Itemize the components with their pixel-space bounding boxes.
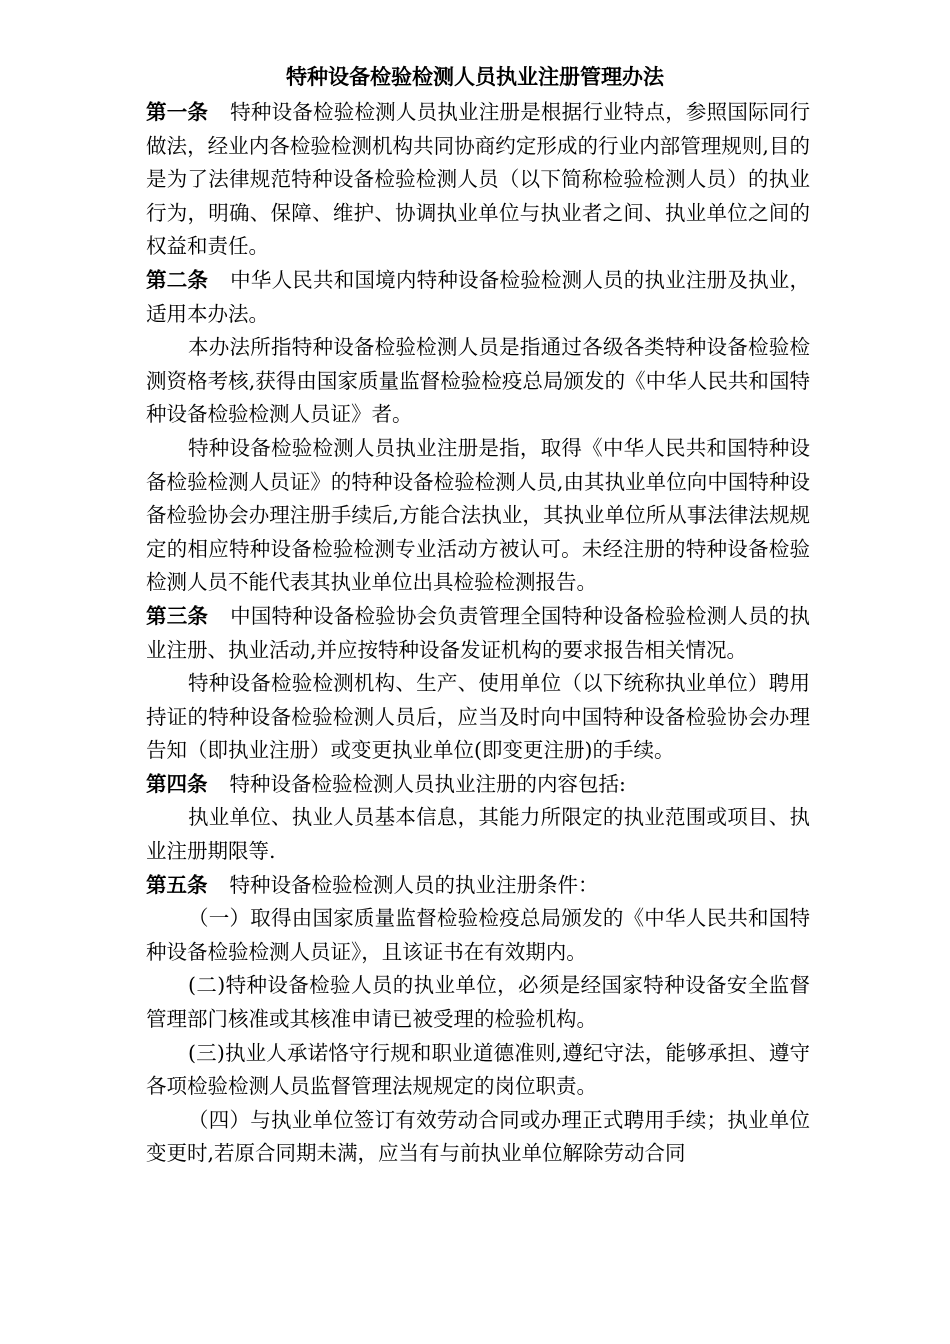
article-heading: 第五条: [146, 872, 208, 897]
paragraph-text: 中国特种设备检验协会负责管理全国特种设备检验检测人员的执业注册、执业活动,并应按特种设备发证机构的要求报告相关情况。: [146, 603, 811, 662]
paragraph-text: 中华人民共和国境内特种设备检验检测人员的执业注册及执业，适用本办法。: [146, 267, 811, 326]
paragraph-text: 特种设备检验检测人员执业注册是根据行业特点，参照国际同行做法，经业内各检验检测机构共同协商约定形成的行业内部管理规则,目的是为了法律规范特种设备检验检测人员（以下简称检验检测人员）的执业行为，明确、保障、维护、协调执业单位与执业者之间、执业单位之间的权益和责任。: [146, 100, 811, 259]
list-item-paragraph: （四）与执业单位签订有效劳动合同或办理正式聘用手续；执业单位变更时,若原合同期未满，应当有与前执业单位解除劳动合同: [146, 1107, 810, 1166]
article-heading: 第四条: [146, 771, 208, 796]
paragraph-text: 特种设备检验检测人员执业注册的内容包括:: [229, 771, 626, 796]
list-item-paragraph: (三)执业人承诺恪守行规和职业道德准则,遵纪守法，能够承担、遵守各项检验检测人员监督管理法规规定的岗位职责。: [146, 1040, 810, 1099]
article-heading: 第二条: [146, 267, 209, 292]
document-title: 特种设备检验检测人员执业注册管理办法: [286, 65, 664, 89]
paragraph-text: 特种设备检验检测人员的执业注册条件：: [229, 872, 599, 897]
article-3-paragraph: [146, 600, 810, 667]
article-heading: 第三条: [146, 603, 209, 628]
body-paragraph: 特种设备检验检测机构、生产、使用单位（以下统称执业单位）聘用持证的特种设备检验检测人员后，应当及时向中国特种设备检验协会办理告知（即执业注册）或变更执业单位(即变更注册)的手续。: [146, 671, 810, 763]
article-2-paragraph: [146, 264, 810, 331]
article-5-paragraph: [146, 869, 810, 903]
article-4-paragraph: [146, 768, 810, 802]
article-1-paragraph: [146, 96, 810, 264]
document-body: [146, 96, 810, 1171]
body-paragraph: 本办法所指特种设备检验检测人员是指通过各级各类特种设备检验检测资格考核,获得由国家质量监督检验检疫总局颁发的《中华人民共和国特种设备检验检测人员证》者。: [146, 335, 810, 427]
body-paragraph: 特种设备检验检测人员执业注册是指，取得《中华人民共和国特种设备检验检测人员证》的特种设备检验检测人员,由其执业单位向中国特种设备检验协会办理注册手续后,方能合法执业，其执业单位所从事法律法规规定的相应特种设备检验检测专业活动方被认可。未经注册的特种设备检验检测人员不能代表其执业单位出具检验检测报告。: [146, 435, 810, 595]
list-item-paragraph: （一）取得由国家质量监督检验检疫总局颁发的《中华人民共和国特种设备检验检测人员证》，且该证书在有效期内。: [146, 906, 810, 964]
article-heading: 第一条: [146, 100, 209, 124]
body-paragraph: 执业单位、执业人员基本信息，其能力所限定的执业范围或项目、执业注册期限等.: [146, 805, 810, 864]
list-item-paragraph: (二)特种设备检验人员的执业单位，必须是经国家特种设备安全监督管理部门核准或其核准申请已被受理的检验机构。: [146, 973, 810, 1032]
